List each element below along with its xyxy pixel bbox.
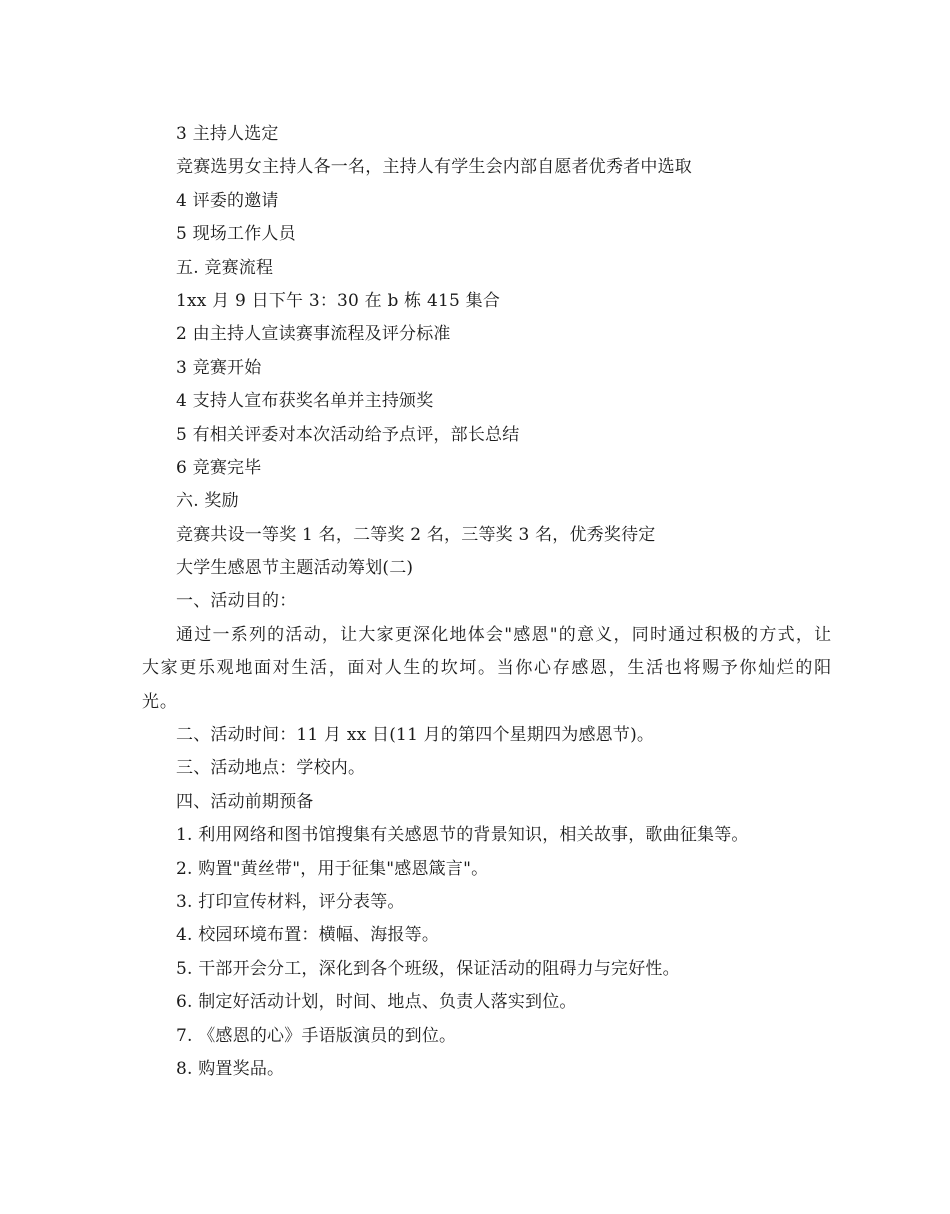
list-item: 3. 打印宣传材料，评分表等。 — [176, 892, 405, 913]
document-body — [142, 118, 832, 1086]
paragraph: 通过一系列的活动，让大家更深化地体会"感恩"的意义，同时通过积极的方式，让大家更乐观地面对生活，面对人生的坎坷。当你心存感恩，生活也将赐予你灿烂的阳光。 — [142, 624, 832, 712]
text-line: 竞赛选男女主持人各一名，主持人有学生会内部自愿者优秀者中选取 — [176, 157, 692, 178]
section-heading: 五. 竞赛流程 — [176, 257, 274, 278]
text-line: 三、活动地点：学校内。 — [176, 758, 366, 779]
list-item: 7. 《感恩的心》手语版演员的到位。 — [176, 1025, 457, 1046]
list-item: 4. 校园环境布置：横幅、海报等。 — [176, 925, 440, 946]
text-line: 3 竞赛开始 — [176, 357, 262, 378]
list-item: 5. 干部开会分工，深化到各个班级，保证活动的阻碍力与完好性。 — [176, 958, 680, 979]
text-line: 5 有相关评委对本次活动给予点评，部长总结 — [176, 424, 520, 445]
text-line: 2 由主持人宣读赛事流程及评分标准 — [176, 324, 451, 345]
section-heading: 四、活动前期预备 — [176, 791, 314, 812]
list-item: 6. 制定好活动计划，时间、地点、负责人落实到位。 — [176, 992, 577, 1013]
list-item: 1. 利用网络和图书馆搜集有关感恩节的背景知识，相关故事，歌曲征集等。 — [176, 825, 749, 846]
text-line: 4 支持人宣布获奖名单并主持颁奖 — [176, 391, 434, 412]
text-line: 竞赛共设一等奖 1 名，二等奖 2 名，三等奖 3 名，优秀奖待定 — [176, 524, 656, 545]
document-subtitle: 大学生感恩节主题活动筹划(二) — [176, 558, 414, 579]
section-heading: 一、活动目的： — [176, 591, 297, 612]
text-line: 1xx 月 9 日下午 3：30 在 b 栋 415 集合 — [176, 290, 501, 311]
text-line: 4 评委的邀请 — [176, 190, 279, 211]
section-heading: 六. 奖励 — [176, 491, 239, 512]
text-line: 5 现场工作人员 — [176, 224, 296, 245]
list-item: 2. 购置"黄丝带"，用于征集"感恩箴言"。 — [176, 858, 489, 879]
text-line: 6 竞赛完毕 — [176, 457, 262, 478]
text-line: 二、活动时间：11 月 xx 日(11 月的第四个星期四为感恩节)。 — [176, 725, 655, 746]
text-line: 3 主持人选定 — [176, 124, 279, 144]
list-item: 8. 购置奖品。 — [176, 1058, 285, 1079]
